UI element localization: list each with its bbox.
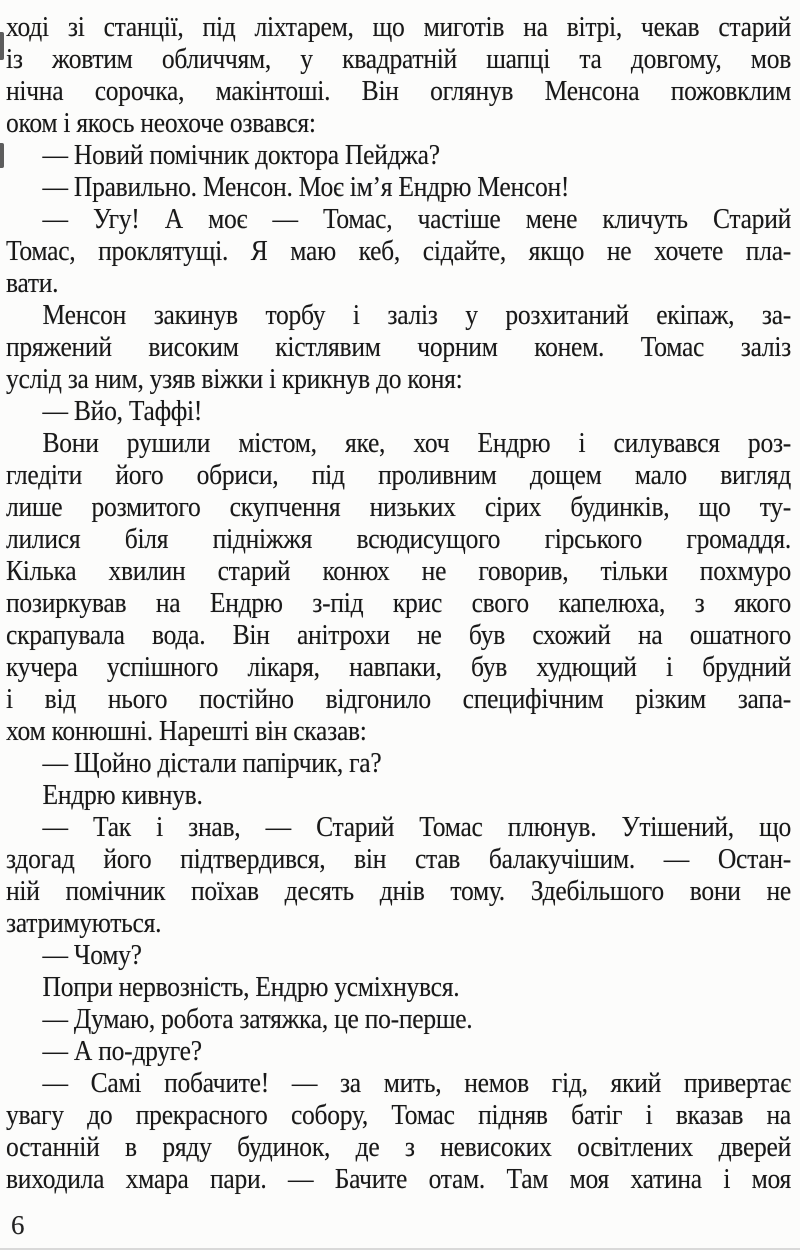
scan-artifact: [0, 143, 4, 168]
text-line: виходила хмара пари. — Бачите отам. Там моя хатина і моя: [6, 1164, 792, 1195]
text-line: ній помічник поїхав десять днів тому. Здебільшого вони не: [6, 876, 792, 907]
text-line: Ендрю кивнув.: [42, 780, 203, 811]
text-line: — Угу! А моє — Томас, частіше мене кличуть Старий: [42, 204, 792, 235]
text-line: гледіти його обриси, під проливним дощем мало вигляд: [6, 460, 792, 491]
text-line: нічна сорочка, макінтоші. Він оглянув Менсона пожовклим: [6, 76, 792, 107]
text-line: із жовтим обличчям, у квадратній шапці та довгому, мов: [6, 44, 792, 75]
text-line: здогад його підтвердився, він став балакучішим. — Остан-: [6, 844, 792, 875]
text-line: і від нього постійно відгонило специфічним різким запа-: [6, 684, 792, 715]
text-line: — А по-друге?: [42, 1036, 202, 1067]
text-line: — Правильно. Менсон. Моє ім’я Ендрю Менсон!: [42, 172, 570, 203]
text-line: Менсон закинув торбу і заліз у розхитаний екіпаж, за-: [42, 300, 792, 331]
text-line: кучера успішного лікаря, навпаки, був худющий і брудний: [6, 652, 792, 683]
page-text-block: [6, 12, 791, 1196]
text-line: лилися біля підніжжя всюдисущого гірського громаддя.: [6, 524, 792, 555]
text-line: ході зі станції, під ліхтарем, що миготів на вітрі, чекав старий: [6, 12, 792, 43]
text-line: увагу до прекрасного собору, Томас підняв батіг і вказав на: [6, 1100, 792, 1131]
text-line: — Вйо, Таффі!: [42, 396, 203, 427]
text-line: Кілька хвилин старий конюх не говорив, тільки похмуро: [6, 556, 792, 587]
text-line: хом конюшні. Нарешті він сказав:: [6, 716, 367, 747]
text-line: лише розмитого скупчення низьких сірих будинків, що ту-: [6, 492, 792, 523]
text-line: — Новий помічник доктора Пейджа?: [42, 140, 440, 171]
text-line: Вони рушили містом, яке, хоч Ендрю і силувався роз-: [42, 428, 792, 459]
text-line: скрапувала вода. Він анітрохи не був схожий на ошатного: [6, 620, 792, 651]
text-line: — Так і знав, — Старий Томас плюнув. Утішений, що: [42, 812, 792, 843]
text-line: позиркував на Ендрю з-під крис свого капелюха, з якого: [6, 588, 792, 619]
scan-artifact: [0, 32, 4, 60]
text-line: — Думаю, робота затяжка, це по-перше.: [42, 1004, 473, 1035]
text-line: Томас, проклятущі. Я маю кеб, сідайте, якщо не хочете пла-: [6, 236, 792, 267]
text-line: — Щойно дістали папірчик, га?: [42, 748, 382, 779]
text-line: — Самі побачите! — за мить, немов гід, який привертає: [42, 1068, 792, 1099]
text-line: Попри нервозність, Ендрю усміхнувся.: [42, 972, 460, 1003]
text-line: оком і якось неохоче озвався:: [6, 108, 316, 139]
text-line: останній в ряду будинок, де з невисоких освітлених дверей: [6, 1132, 792, 1163]
text-line: пряжений високим кістлявим чорним конем. Томас заліз: [6, 332, 792, 363]
text-line: затримуються.: [6, 908, 162, 939]
text-line: — Чому?: [42, 940, 142, 971]
text-line: услід за ним, узяв віжки і крикнув до коня:: [6, 364, 463, 395]
text-line: вати.: [6, 268, 59, 299]
page-number: 6: [11, 1210, 25, 1240]
